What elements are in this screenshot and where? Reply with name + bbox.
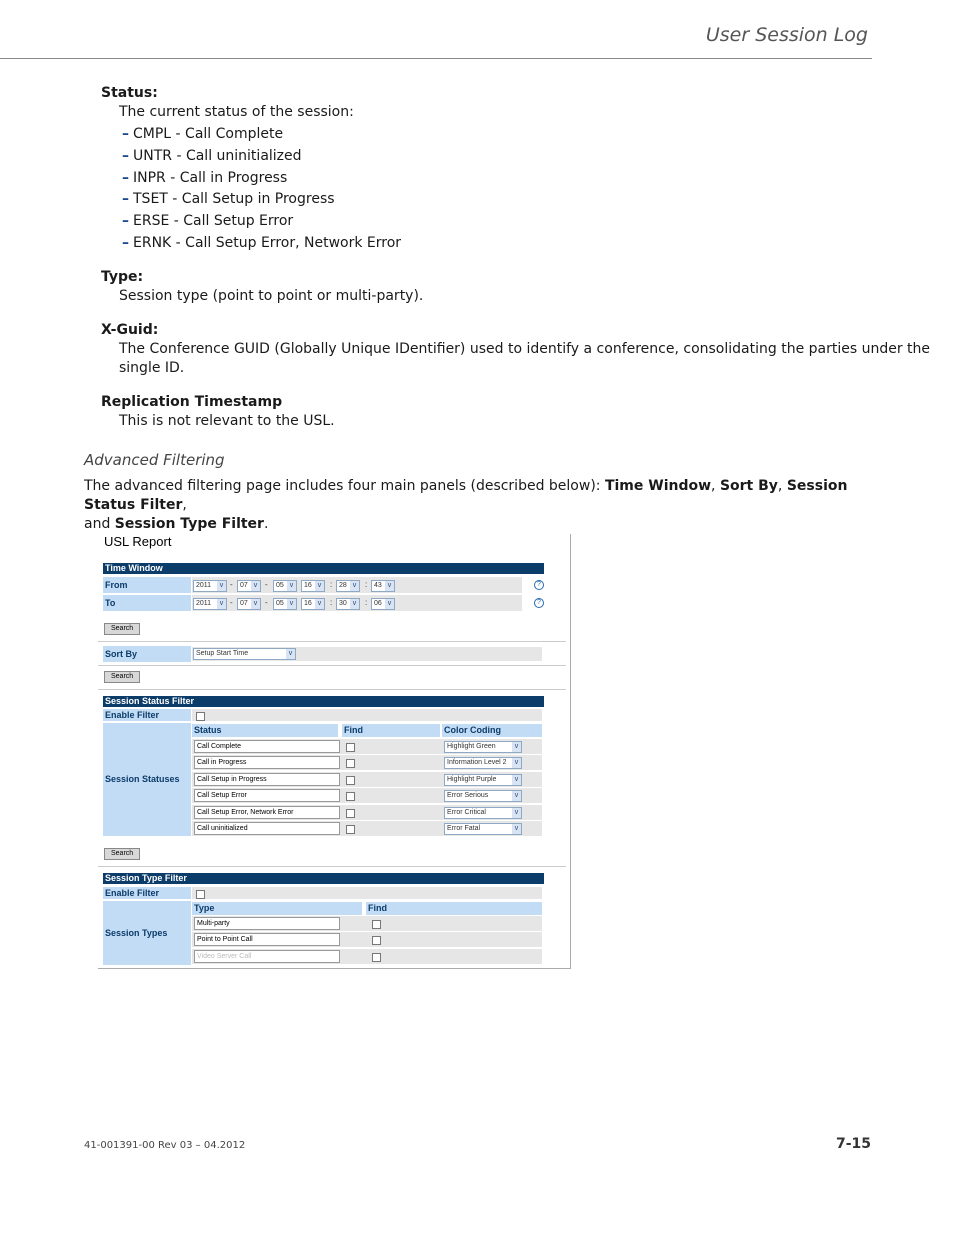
col-type: Type bbox=[192, 902, 362, 915]
footer-doc-id: 41-001391-00 Rev 03 – 04.2012 bbox=[84, 1140, 246, 1151]
color-coding-select[interactable]: Error Serious v bbox=[444, 790, 522, 802]
date-separator: - bbox=[265, 598, 268, 607]
status-name-field[interactable]: Call uninitialized bbox=[194, 822, 340, 835]
status-name-field[interactable]: Call Complete bbox=[194, 740, 340, 753]
footer-page-number: 7-15 bbox=[836, 1136, 872, 1152]
sort-by-select[interactable]: Setup Start Time v bbox=[193, 648, 296, 660]
from-label: From bbox=[103, 577, 191, 593]
find-checkbox[interactable] bbox=[346, 759, 355, 768]
search-button[interactable]: Search bbox=[104, 671, 140, 683]
find-checkbox[interactable] bbox=[372, 936, 381, 945]
to-month-select[interactable]: 07 v bbox=[237, 598, 261, 610]
enable-filter-row bbox=[192, 887, 542, 899]
from-month-select[interactable]: 07 v bbox=[237, 580, 261, 592]
time-separator: : bbox=[365, 580, 368, 589]
from-second-select[interactable]: 43 v bbox=[371, 580, 395, 592]
time-separator: : bbox=[330, 598, 333, 607]
session-type-field[interactable]: Multi-party bbox=[194, 917, 340, 930]
status-list-item: – ERNK - Call Setup Error, Network Error bbox=[122, 235, 402, 251]
enable-filter-label: Enable Filter bbox=[103, 887, 191, 899]
search-button[interactable]: Search bbox=[104, 623, 140, 635]
type-label: Type: bbox=[101, 269, 144, 285]
to-hour-select[interactable]: 16 v bbox=[301, 598, 325, 610]
to-second-select[interactable]: 06 v bbox=[371, 598, 395, 610]
find-checkbox[interactable] bbox=[346, 776, 355, 785]
xguid-description-line1: The Conference GUID (Globally Unique IDentifier) used to identify a conference, consolidating the parties under the bbox=[119, 341, 931, 357]
usl-report-screenshot bbox=[98, 534, 571, 969]
status-filter-header: Session Status Filter bbox=[103, 696, 544, 707]
col-color-coding: Color Coding bbox=[442, 724, 542, 737]
find-checkbox[interactable] bbox=[372, 920, 381, 929]
usl-report-title: USL Report bbox=[104, 534, 172, 549]
status-name-field[interactable]: Call Setup Error, Network Error bbox=[194, 806, 340, 819]
from-minute-select[interactable]: 28 v bbox=[336, 580, 360, 592]
page-header-title: User Session Log bbox=[705, 24, 868, 46]
find-checkbox[interactable] bbox=[346, 809, 355, 818]
help-icon[interactable]: ? bbox=[534, 580, 544, 590]
help-icon[interactable]: ? bbox=[534, 598, 544, 608]
color-coding-select[interactable]: Error Critical v bbox=[444, 807, 522, 819]
time-separator: : bbox=[330, 580, 333, 589]
status-name-field[interactable]: Call Setup Error bbox=[194, 789, 340, 802]
divider bbox=[98, 866, 566, 867]
from-year-select[interactable]: 2011 v bbox=[193, 580, 227, 592]
to-day-select[interactable]: 05 v bbox=[273, 598, 297, 610]
replication-label: Replication Timestamp bbox=[101, 394, 283, 410]
divider bbox=[98, 641, 566, 642]
find-checkbox[interactable] bbox=[346, 792, 355, 801]
col-find: Find bbox=[342, 724, 440, 737]
find-checkbox[interactable] bbox=[372, 953, 381, 962]
replication-description: This is not relevant to the USL. bbox=[119, 413, 335, 429]
date-separator: - bbox=[230, 580, 233, 589]
col-status: Status bbox=[192, 724, 338, 737]
xguid-description-line2: single ID. bbox=[119, 360, 185, 376]
enable-filter-row bbox=[192, 709, 542, 721]
to-year-select[interactable]: 2011 v bbox=[193, 598, 227, 610]
color-coding-select[interactable]: Highlight Purple v bbox=[444, 774, 522, 786]
enable-filter-label: Enable Filter bbox=[103, 709, 191, 721]
color-coding-select[interactable]: Information Level 2 v bbox=[444, 757, 522, 769]
status-description: The current status of the session: bbox=[119, 104, 354, 120]
type-filter-header: Session Type Filter bbox=[103, 873, 544, 884]
time-separator: : bbox=[365, 598, 368, 607]
status-list-item: – INPR - Call in Progress bbox=[122, 169, 288, 186]
status-name-field[interactable]: Call Setup in Progress bbox=[194, 773, 340, 786]
from-day-select[interactable]: 05 v bbox=[273, 580, 297, 592]
color-coding-select[interactable]: Error Fatal v bbox=[444, 823, 522, 835]
status-name-field[interactable]: Call in Progress bbox=[194, 756, 340, 769]
from-hour-select[interactable]: 16 v bbox=[301, 580, 325, 592]
to-label: To bbox=[103, 595, 191, 611]
session-statuses-label: Session Statuses bbox=[103, 723, 191, 836]
sort-by-label: Sort By bbox=[103, 646, 191, 662]
time-window-header: Time Window bbox=[103, 563, 544, 574]
status-list-item: – UNTR - Call uninitialized bbox=[122, 147, 302, 164]
session-type-field[interactable]: Point to Point Call bbox=[194, 933, 340, 946]
status-list-item: – ERSE - Call Setup Error bbox=[122, 213, 294, 230]
status-list-item: – CMPL - Call Complete bbox=[122, 126, 284, 142]
search-button[interactable]: Search bbox=[104, 848, 140, 860]
date-separator: - bbox=[230, 598, 233, 607]
type-description: Session type (point to point or multi-party). bbox=[119, 288, 424, 304]
to-minute-select[interactable]: 30 v bbox=[336, 598, 360, 610]
xguid-label: X-Guid: bbox=[101, 322, 159, 338]
session-type-field[interactable]: Video Server Call bbox=[194, 950, 340, 963]
enable-filter-checkbox[interactable] bbox=[196, 890, 205, 899]
find-checkbox[interactable] bbox=[346, 743, 355, 752]
date-separator: - bbox=[265, 580, 268, 589]
status-label: Status: bbox=[101, 85, 158, 101]
col-find: Find bbox=[366, 902, 542, 915]
advanced-paragraph: The advanced filtering page includes four main panels (described below): Time Window, Sort By, Session Status Filter, and Session Type Filter. bbox=[84, 478, 848, 532]
divider bbox=[98, 689, 566, 690]
color-coding-select[interactable]: Highlight Green v bbox=[444, 741, 522, 753]
find-checkbox[interactable] bbox=[346, 825, 355, 834]
status-list-item: – TSET - Call Setup in Progress bbox=[122, 191, 335, 208]
enable-filter-checkbox[interactable] bbox=[196, 712, 205, 721]
divider bbox=[98, 665, 566, 666]
section-title: Advanced Filtering bbox=[84, 451, 225, 469]
session-types-label: Session Types bbox=[103, 901, 191, 965]
header-divider bbox=[0, 58, 872, 59]
